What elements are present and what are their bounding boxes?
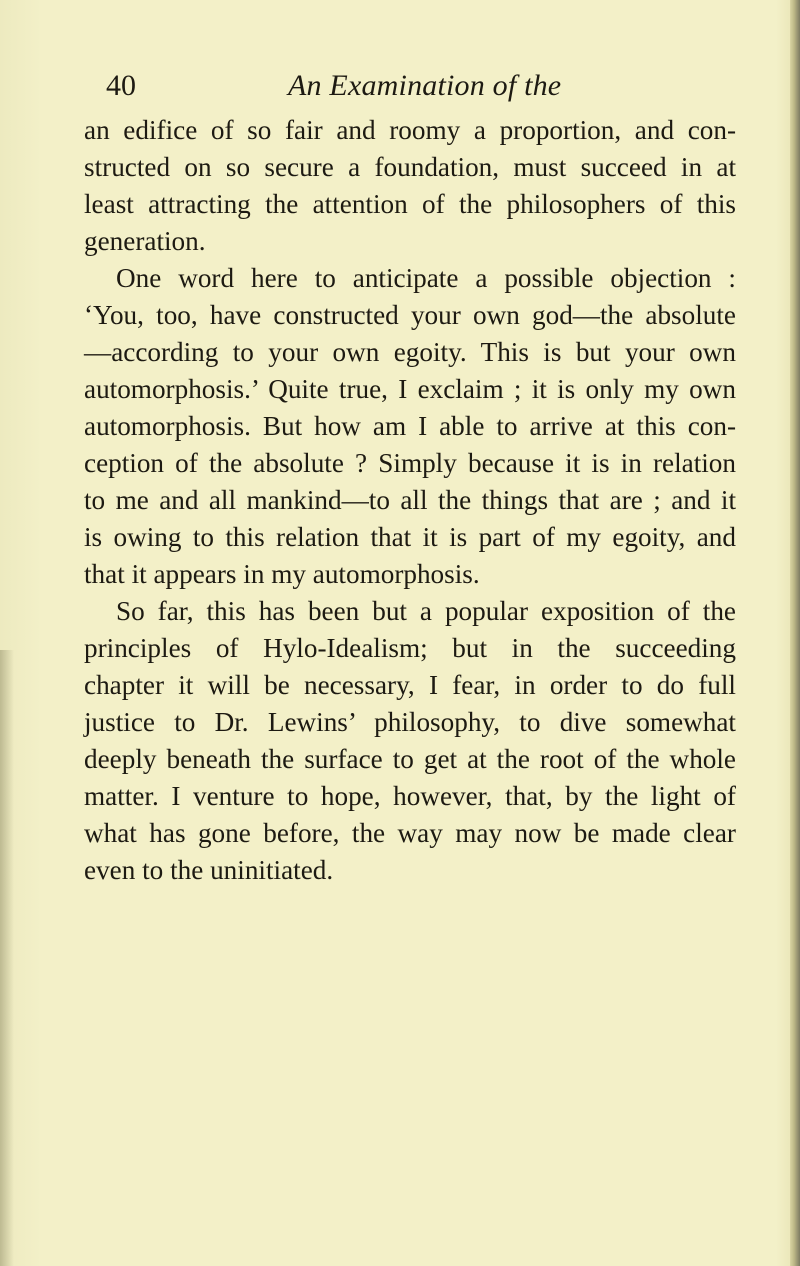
body-text xyxy=(84,112,736,889)
page-header xyxy=(84,66,734,106)
text-line: chapter it will be necessary, I fear, in order to do full xyxy=(84,670,736,700)
text-line: deeply beneath the surface to get at the root of the whole xyxy=(84,744,736,774)
text-line: One word here to anticipate a possible objection : xyxy=(116,263,736,293)
text-line: an edifice of so fair and roomy a proportion, and con- xyxy=(84,115,736,145)
text-line: that it appears in my automorphosis. xyxy=(84,559,480,589)
binding-shadow xyxy=(0,650,14,1266)
running-title: An Examination of the xyxy=(288,69,562,102)
text-line: ‘You, too, have constructed your own god—the absolute xyxy=(84,300,736,330)
page-edge xyxy=(790,0,800,1266)
text-line: what has gone before, the way may now be made clear xyxy=(84,818,736,848)
text-line: ception of the absolute ? Simply because it is in relation xyxy=(84,448,736,478)
page-number: 40 xyxy=(106,69,136,102)
text-line: principles of Hylo-Idealism; but in the succeeding xyxy=(84,633,736,663)
text-line: matter. I venture to hope, however, that, by the light of xyxy=(84,781,736,811)
text-line: structed on so secure a foundation, must succeed in at xyxy=(84,152,736,182)
text-line: automorphosis. But how am I able to arrive at this con- xyxy=(84,411,736,441)
text-line: So far, this has been but a popular exposition of the xyxy=(116,596,736,626)
text-line: automorphosis.’ Quite true, I exclaim ; it is only my own xyxy=(84,374,736,404)
text-line: is owing to this relation that it is part of my egoity, and xyxy=(84,522,736,552)
text-line: even to the uninitiated. xyxy=(84,855,334,885)
text-line: generation. xyxy=(84,226,206,256)
text-line: least attracting the attention of the philosophers of this xyxy=(84,189,736,219)
text-line: justice to Dr. Lewins’ philosophy, to dive somewhat xyxy=(84,707,736,737)
text-line: to me and all mankind—to all the things that are ; and it xyxy=(84,485,736,515)
text-line: —according to your own egoity. This is but your own xyxy=(84,337,736,367)
